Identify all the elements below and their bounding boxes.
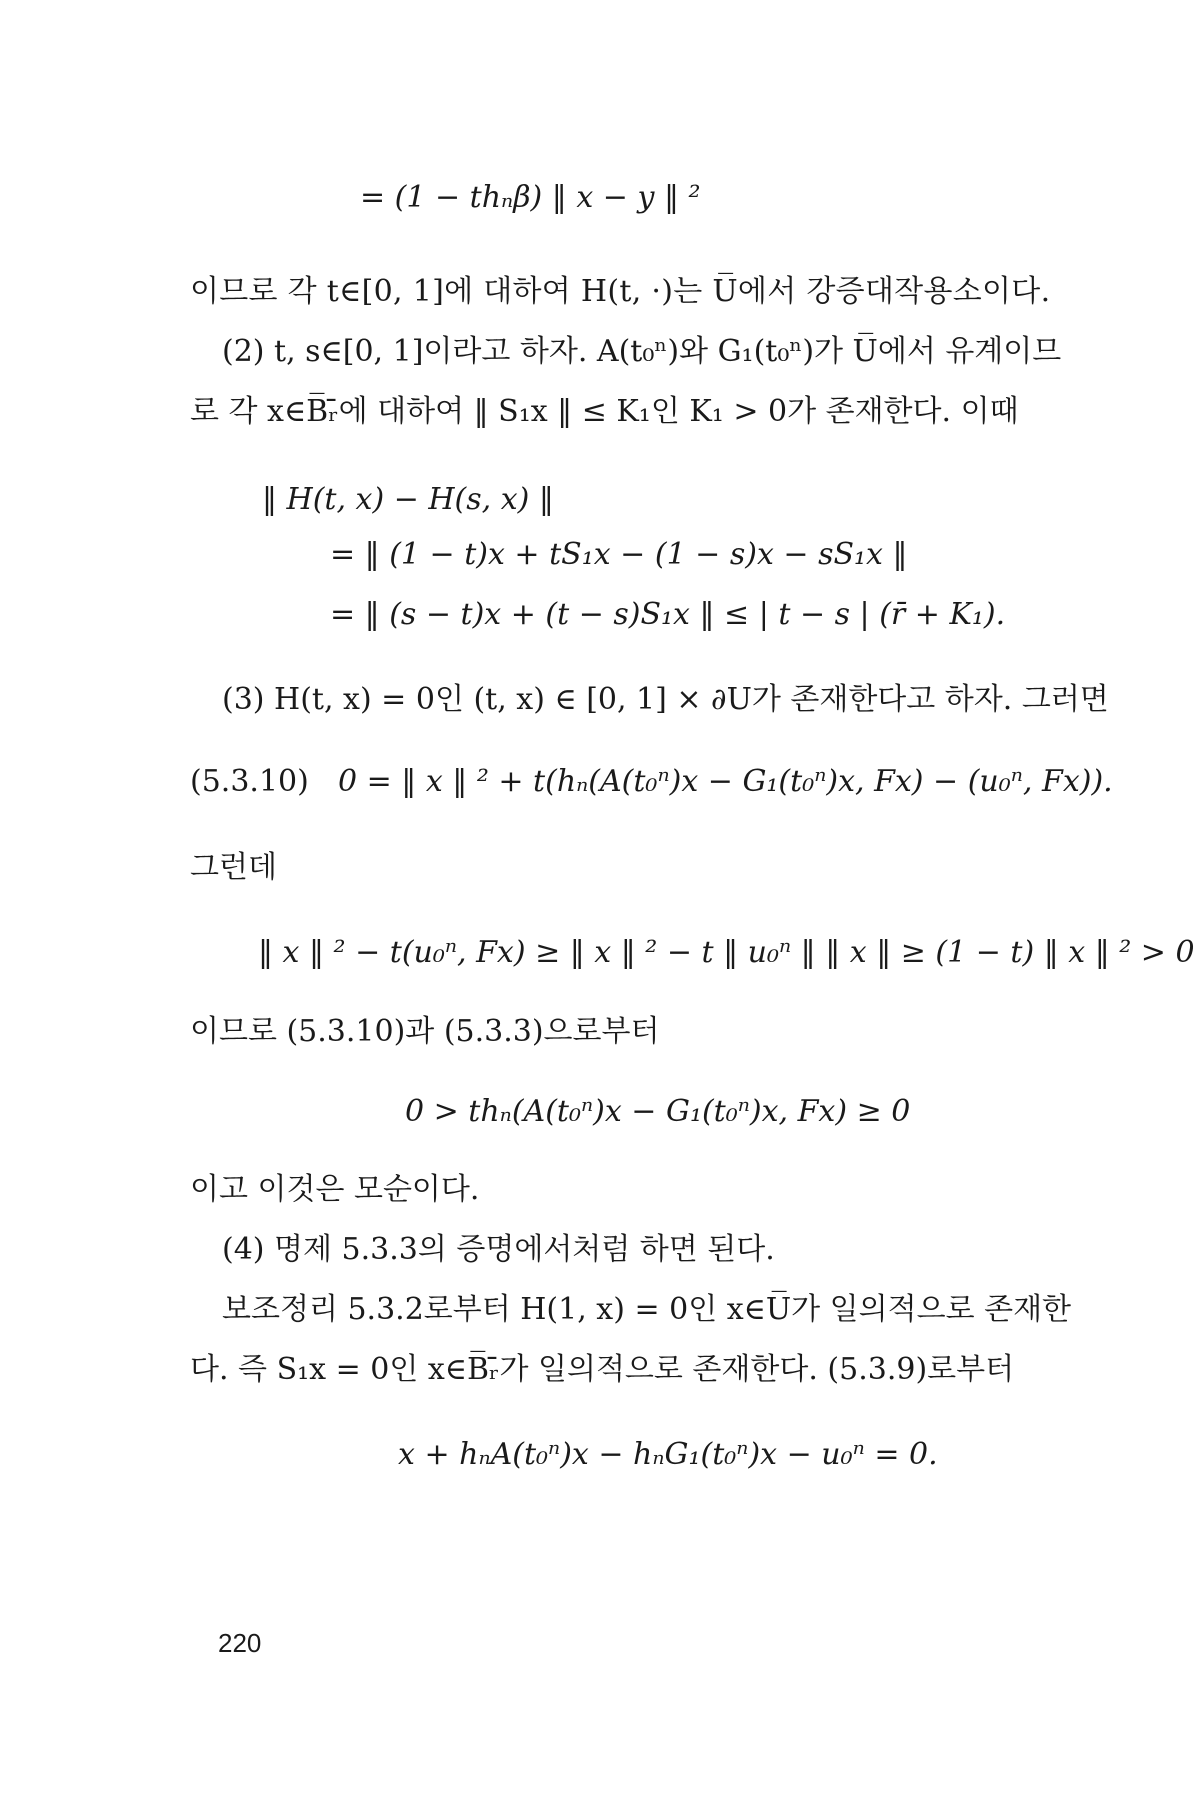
- text-line: 이므로 각 t∈[0, 1]에 대하여 H(t, ·)는 U̅에서 강증대작용소이다.: [190, 274, 1051, 309]
- text-line: 이므로 (5.3.10)과 (5.3.3)으로부터: [190, 1014, 660, 1049]
- equation-line: ‖ H(t, x) − H(s, x) ‖: [262, 482, 554, 517]
- equation-line: x + hₙA(t₀ⁿ)x − hₙG₁(t₀ⁿ)x − u₀ⁿ = 0.: [398, 1437, 938, 1472]
- text-line: 다. 즉 S₁x = 0인 x∈B̅ᵣ̄가 일의적으로 존재한다. (5.3.9)로부터: [190, 1352, 1015, 1387]
- text-line: 그런데: [190, 850, 277, 885]
- equation-line: 0 > thₙ(A(t₀ⁿ)x − G₁(t₀ⁿ)x, Fx) ≥ 0: [405, 1094, 911, 1129]
- equation-line: ‖ x ‖ ² − t(u₀ⁿ, Fx) ≥ ‖ x ‖ ² − t ‖ u₀ⁿ ‖ ‖ x ‖ ≥ (1 − t) ‖ x ‖ ² > 0: [258, 935, 1195, 970]
- text-line: (4) 명제 5.3.3의 증명에서처럼 하면 된다.: [222, 1232, 775, 1267]
- text-line: (2) t, s∈[0, 1]이라고 하자. A(t₀ⁿ)와 G₁(t₀ⁿ)가 U̅에서 유계이므: [222, 334, 1062, 369]
- text-line: (3) H(t, x) = 0인 (t, x) ∈ [0, 1] × ∂U가 존재한다고 하자. 그러면: [222, 682, 1109, 717]
- page-number: 220: [218, 1628, 262, 1658]
- text-line: 보조정리 5.3.2로부터 H(1, x) = 0인 x∈U̅가 일의적으로 존재한: [222, 1292, 1072, 1327]
- equation-line: 0 = ‖ x ‖ ² + t(hₙ(A(t₀ⁿ)x − G₁(t₀ⁿ)x, Fx) − (u₀ⁿ, Fx)).: [338, 764, 1113, 799]
- equation-line: = ‖ (s − t)x + (t − s)S₁x ‖ ≤ | t − s | (r̄ + K₁).: [330, 597, 1006, 632]
- equation-number: (5.3.10): [190, 764, 309, 799]
- text-line: 이고 이것은 모순이다.: [190, 1172, 480, 1207]
- equation-line: = (1 − thₙβ) ‖ x − y ‖ ²: [360, 180, 701, 215]
- text-line: 로 각 x∈B̅ᵣ̄에 대하여 ‖ S₁x ‖ ≤ K₁인 K₁ > 0가 존재한다. 이때: [190, 394, 1019, 429]
- equation-line: = ‖ (1 − t)x + tS₁x − (1 − s)x − sS₁x ‖: [330, 537, 908, 572]
